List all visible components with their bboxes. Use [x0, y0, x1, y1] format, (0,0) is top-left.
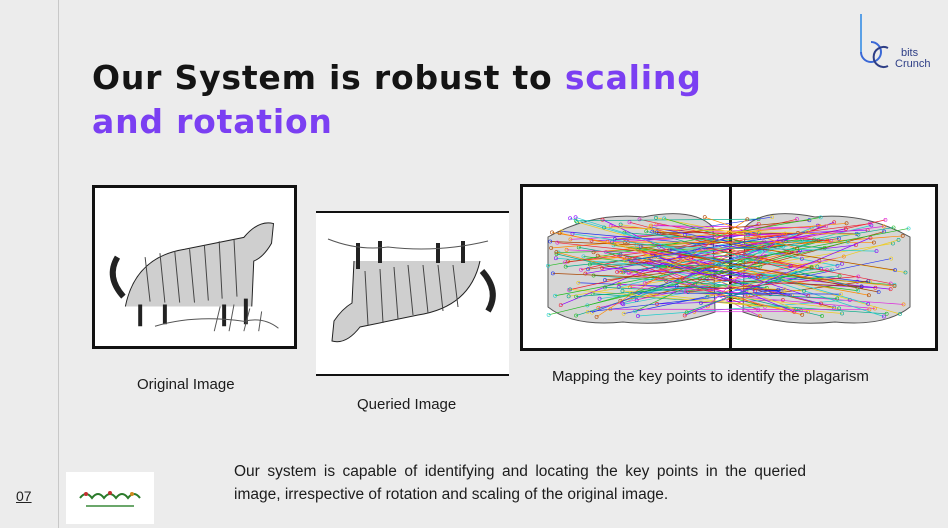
mapping-caption: Mapping the key points to identify the plagarism — [552, 368, 869, 385]
keypoint-mapping-image — [520, 184, 938, 351]
cat-illustration-original — [95, 188, 294, 346]
left-divider — [58, 0, 59, 528]
logo-wordmark — [895, 48, 930, 70]
logo-word-bits: bits — [901, 47, 919, 59]
page-number: 07 — [16, 488, 32, 504]
queried-image — [316, 211, 509, 376]
keypoint-mapping-graphic — [523, 187, 935, 348]
cat-illustration-queried — [316, 213, 509, 374]
title-plain: Our System is robust to — [92, 58, 565, 97]
logo-word-crunch: Crunch — [895, 58, 931, 70]
description-text: Our system is capable of identifying and locating the key points in the queried image, irrespective of rotation and scaling of the original image. — [234, 463, 806, 503]
title-accent-rotation: and rotation — [92, 102, 333, 141]
slide-title — [92, 56, 812, 144]
queried-image-caption: Queried Image — [357, 396, 457, 413]
original-image — [92, 185, 297, 349]
original-image-caption: Original Image — [137, 376, 235, 393]
title-accent-scaling: scaling — [564, 58, 702, 97]
footer-logo-icon — [66, 472, 154, 524]
